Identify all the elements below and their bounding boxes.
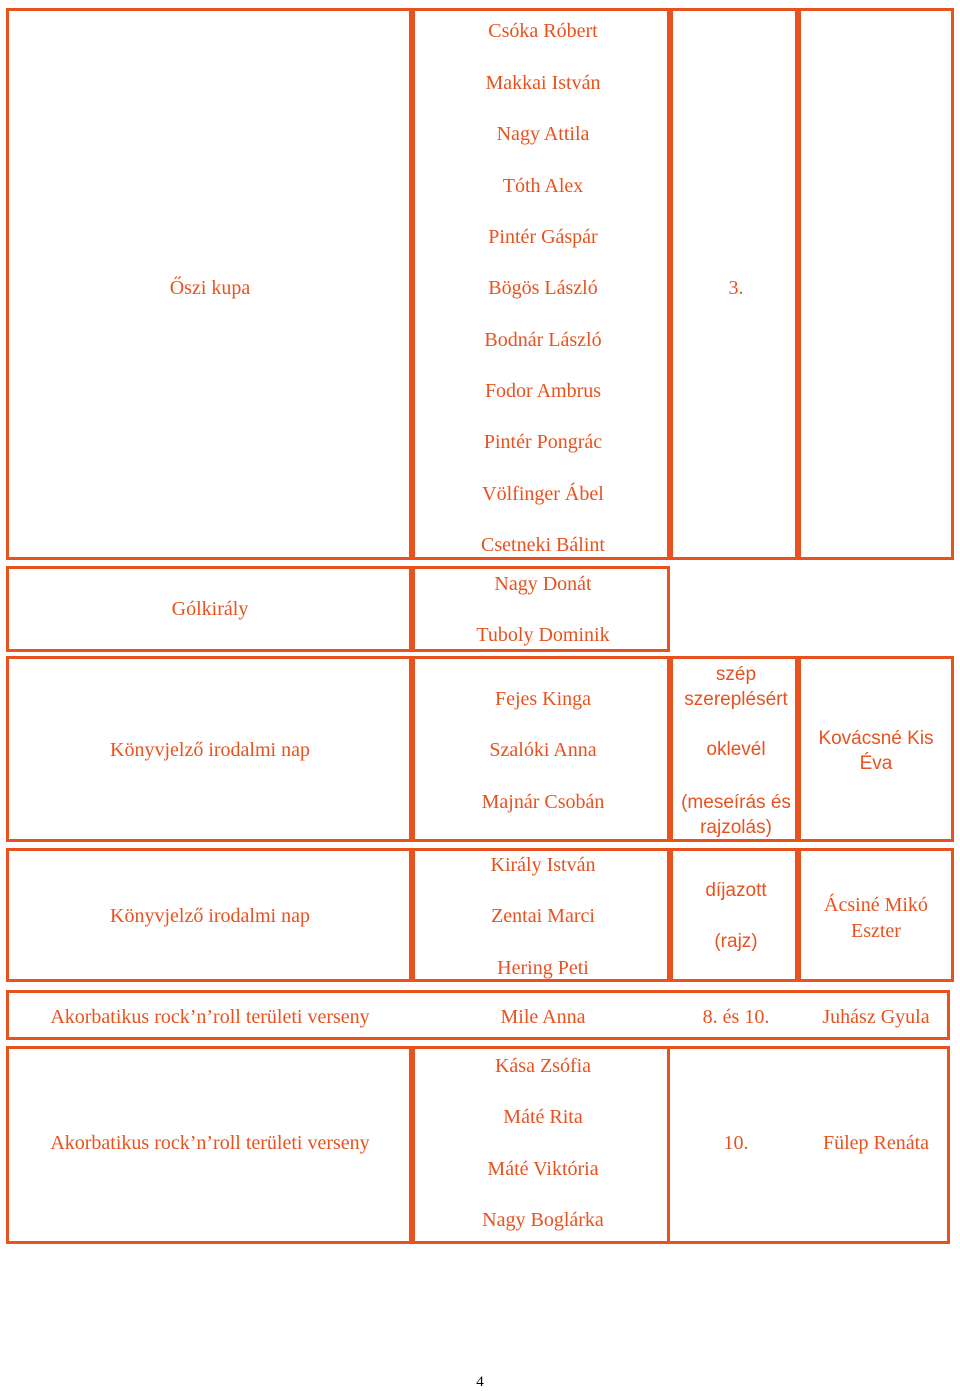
result-label: szép szereplésért bbox=[684, 664, 788, 710]
event-label: Akorbatikus rock’n’roll területi verseny bbox=[50, 1132, 370, 1154]
result-label: 8. és 10. bbox=[702, 1006, 770, 1028]
event-label: Akorbatikus rock’n’roll területi verseny bbox=[50, 1006, 370, 1028]
participant-name: Nagy Boglárka bbox=[482, 1209, 604, 1231]
participant-name: Tóth Alex bbox=[502, 175, 584, 197]
participant-name: Mile Anna bbox=[500, 1006, 586, 1028]
participant-name: Fejes Kinga bbox=[494, 688, 592, 710]
participant-name: Szalóki Anna bbox=[489, 739, 597, 761]
result-label: (meseírás és rajzolás) bbox=[681, 792, 791, 838]
teacher-name: Kovácsné Kis Éva bbox=[818, 728, 934, 774]
table-cell-teacher bbox=[798, 8, 954, 560]
result-label: (rajz) bbox=[714, 931, 758, 952]
event-label: Gólkirály bbox=[171, 598, 249, 620]
page-number: 4 bbox=[476, 1374, 484, 1390]
participant-name: Csóka Róbert bbox=[488, 20, 598, 42]
participant-name: Nagy Donát bbox=[494, 573, 592, 595]
participant-name: Bodnár László bbox=[484, 329, 602, 351]
participant-name: Majnár Csobán bbox=[481, 791, 605, 813]
participant-name: Fodor Ambrus bbox=[484, 380, 602, 402]
participant-name: Pintér Pongrác bbox=[483, 431, 603, 453]
table-cell-result bbox=[670, 848, 798, 982]
participant-name: Kása Zsófia bbox=[494, 1055, 592, 1077]
event-label: Könyvjelző irodalmi nap bbox=[110, 739, 310, 761]
result-label: 3. bbox=[728, 277, 744, 299]
teacher-name: Ácsiné Mikó Eszter bbox=[824, 894, 928, 942]
participant-name: Pintér Gáspár bbox=[488, 226, 598, 248]
participant-name: Király István bbox=[490, 854, 596, 876]
teacher-name: Juhász Gyula bbox=[822, 1006, 930, 1028]
participant-name: Csetneki Bálint bbox=[481, 534, 605, 556]
participant-name: Tuboly Dominik bbox=[476, 624, 610, 646]
result-label: 10. bbox=[723, 1132, 749, 1154]
participant-name: Völfinger Ábel bbox=[482, 483, 604, 505]
participant-name: Máté Rita bbox=[503, 1106, 583, 1128]
participant-name: Bögös László bbox=[488, 277, 598, 299]
participant-name: Makkai István bbox=[485, 72, 601, 94]
result-label: oklevél bbox=[706, 739, 766, 760]
participant-name: Máté Viktória bbox=[487, 1158, 599, 1180]
event-label: Őszi kupa bbox=[169, 277, 251, 299]
participant-name: Nagy Attila bbox=[496, 123, 590, 145]
participant-name: Zentai Marci bbox=[491, 905, 595, 927]
teacher-name: Fülep Renáta bbox=[822, 1132, 930, 1154]
event-label: Könyvjelző irodalmi nap bbox=[110, 905, 310, 927]
result-label: díjazott bbox=[705, 880, 767, 901]
participant-name: Hering Peti bbox=[497, 957, 589, 979]
